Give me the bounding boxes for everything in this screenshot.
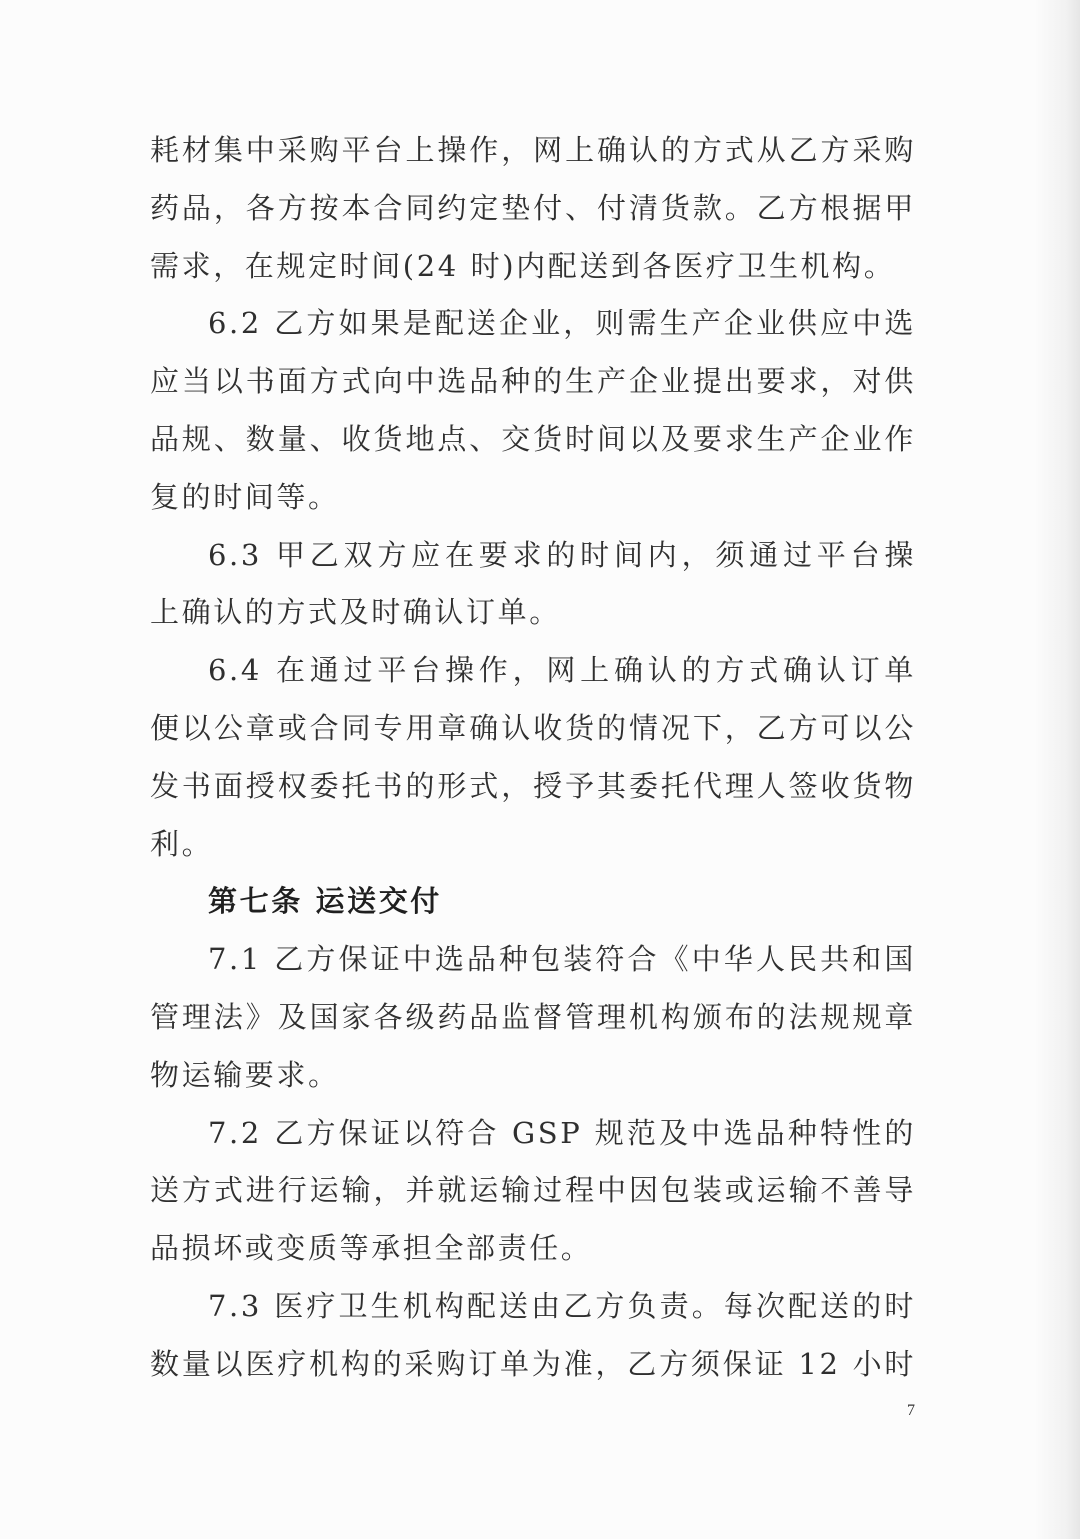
text-line: 物运输要求。 <box>150 1057 340 1092</box>
text-line: 耗材集中采购平台上操作，网上确认的方式从乙方采购 <box>150 133 916 167</box>
page-edge-shadow <box>1034 0 1080 1539</box>
text-line: 上确认的方式及时确认订单。 <box>150 595 561 630</box>
clause-6-2-line: 6.2 乙方如果是配送企业，则需生产企业供应中选 <box>208 306 916 341</box>
text-line: 需求，在规定时间(24 时)内配送到各医疗卫生机构。 <box>150 248 896 283</box>
article-7-heading: 第七条 运送交付 <box>208 884 442 919</box>
text-line: 品规、数量、收货地点、交货时间以及要求生产企业作 <box>150 421 916 456</box>
text-line: 品损坏或变质等承担全部责任。 <box>150 1231 593 1266</box>
clause-6-3-line: 6.3 甲乙双方应在要求的时间内，须通过平台操 <box>208 537 916 572</box>
clause-7-1-line: 7.1 乙方保证中选品种包装符合《中华人民共和国 <box>208 942 916 977</box>
clause-6-4-line: 6.4 在通过平台操作，网上确认的方式确认订单 <box>208 653 916 688</box>
clause-7-3-line: 7.3 医疗卫生机构配送由乙方负责。每次配送的时 <box>208 1288 916 1323</box>
text-line: 利。 <box>150 826 214 861</box>
text-line: 药品，各方按本合同约定垫付、付清货款。乙方根据甲 <box>150 190 916 225</box>
clause-7-2-line: 7.2 乙方保证以符合 GSP 规范及中选品种特性的 <box>208 1115 916 1150</box>
text-line: 管理法》及国家各级药品监督管理机构颁布的法规规章 <box>150 999 916 1034</box>
text-line: 发书面授权委托书的形式，授予其委托代理人签收货物 <box>150 768 916 803</box>
text-line: 复的时间等。 <box>150 479 340 514</box>
text-line: 送方式进行运输，并就运输过程中因包装或运输不善导 <box>150 1173 916 1208</box>
text-line: 数量以医疗机构的采购订单为准，乙方须保证 12 小时 <box>150 1346 916 1381</box>
contract-body-text <box>150 122 916 1394</box>
page-number: 7 <box>907 1402 915 1419</box>
text-line: 便以公章或合同专用章确认收货的情况下，乙方可以公 <box>150 710 916 745</box>
text-line: 应当以书面方式向中选品种的生产企业提出要求，对供 <box>150 364 916 399</box>
